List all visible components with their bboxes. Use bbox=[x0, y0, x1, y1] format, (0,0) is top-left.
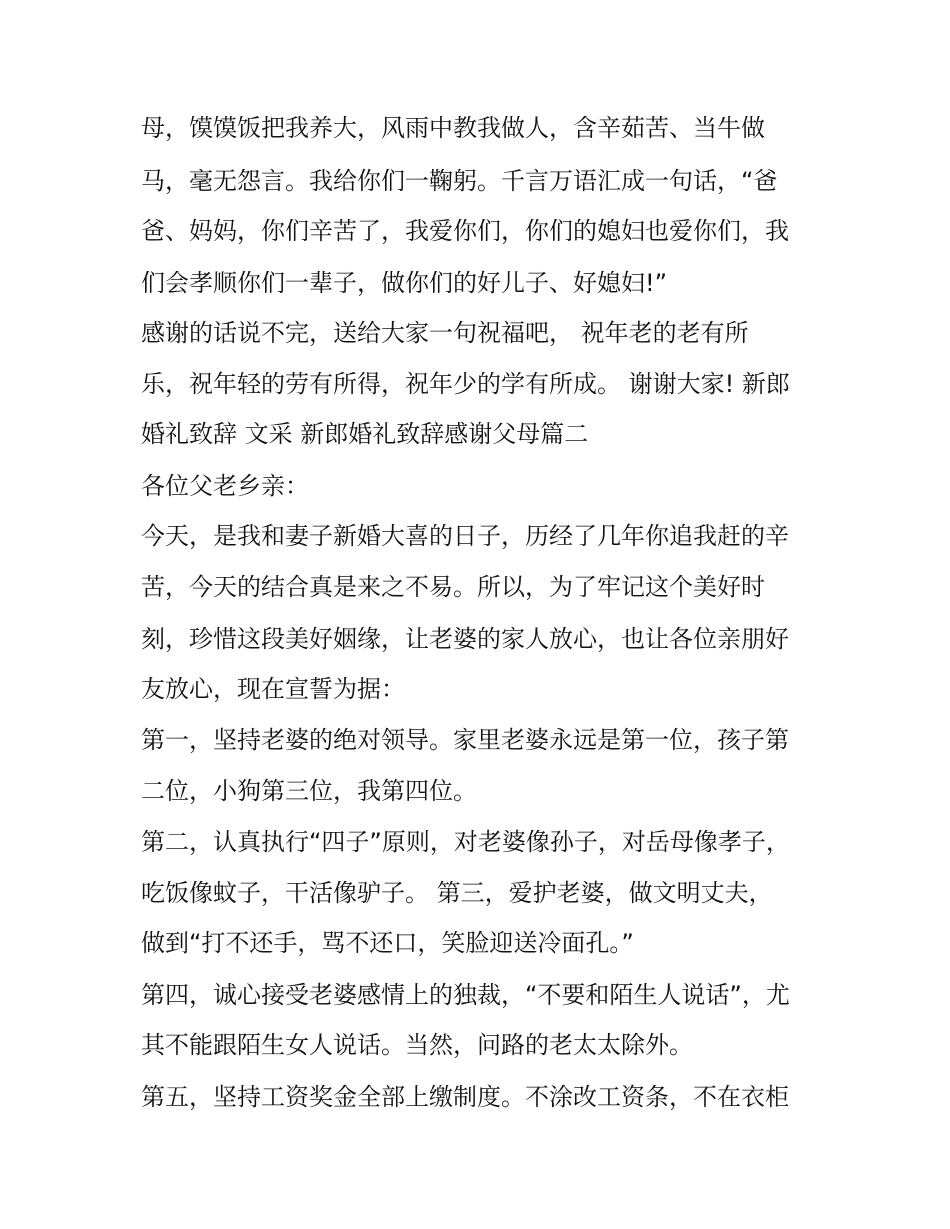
text-line: 乐，祝年轻的劳有所得，祝年少的学有所成。 谢谢大家! 新郎 bbox=[141, 370, 790, 398]
text-line: 感谢的话说不完，送给大家一句祝福吧， 祝年老的老有所 bbox=[141, 319, 749, 347]
text-line: 婚礼致辞 文采 新郎婚礼致辞感谢父母篇二 bbox=[141, 420, 589, 448]
text-line: 爸、妈妈，你们辛苦了，我爱你们，你们的媳妇也爱你们，我 bbox=[141, 217, 789, 245]
text-line: 第四，诚心接受老婆感情上的独裁，“不要和陌生人说话”，尤 bbox=[141, 981, 790, 1009]
text-line: 今天，是我和妻子新婚大喜的日子，历经了几年你追我赶的辛 bbox=[141, 522, 789, 550]
text-line: 友放心，现在宣誓为据： bbox=[141, 675, 405, 703]
text-line: 第五，坚持工资奖金全部上缴制度。不涂改工资条，不在衣柜 bbox=[141, 1083, 789, 1111]
text-line: 苦，今天的结合真是来之不易。所以，为了牢记这个美好时 bbox=[141, 573, 765, 601]
text-line: 母，馍馍饭把我养大，风雨中教我做人，含辛茹苦、当牛做 bbox=[141, 114, 765, 142]
text-line: 刻，珍惜这段美好姻缘，让老婆的家人放心，也让各位亲朋好 bbox=[141, 625, 789, 653]
text-line: 二位，小狗第三位，我第四位。 bbox=[141, 777, 477, 805]
text-line: 各位父老乡亲： bbox=[141, 472, 309, 500]
text-line: 吃饭像蚊子，干活像驴子。 第三，爱护老婆，做文明丈夫， bbox=[141, 879, 773, 907]
text-line: 其不能跟陌生女人说话。当然，问路的老太太除外。 bbox=[141, 1031, 693, 1059]
text-line: 做到“打不还手，骂不还口，笑脸迎送冷面孔。” bbox=[141, 929, 634, 957]
text-line: 第一，坚持老婆的绝对领导。家里老婆永远是第一位，孩子第 bbox=[141, 726, 789, 754]
text-line: 们会孝顺你们一辈子，做你们的好儿子、好媳妇!” bbox=[141, 269, 668, 297]
text-line: 马，毫无怨言。我给你们一鞠躬。千言万语汇成一句话，“爸 bbox=[141, 167, 778, 195]
text-line: 第二，认真执行“四子”原则，对老婆像孙子，对岳母像孝子， bbox=[141, 828, 790, 856]
